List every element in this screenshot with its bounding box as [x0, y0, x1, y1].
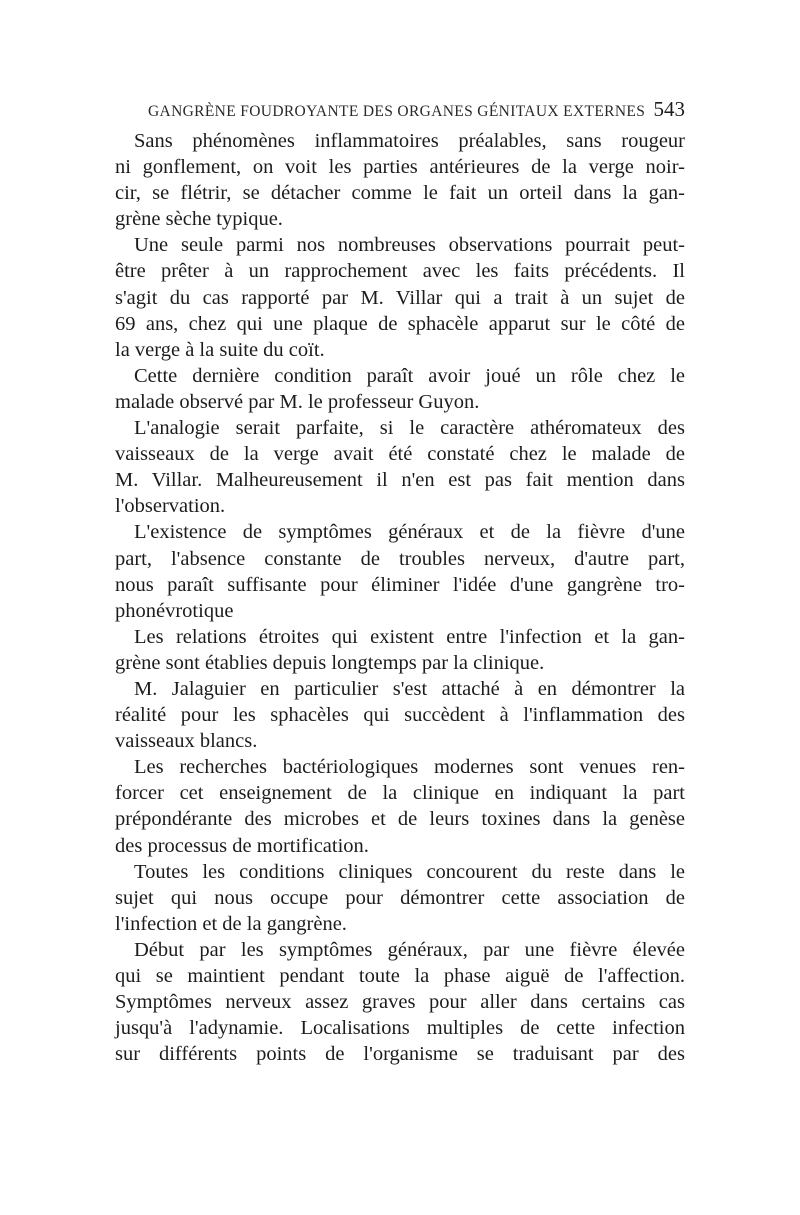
text-line: grène sèche typique.: [115, 208, 283, 231]
text-line: Début par les symptômes généraux, par une fièvre élevée: [134, 938, 685, 961]
text-line: part, l'absence constante de troubles nerveux, d'autre part,: [115, 547, 685, 570]
body-text: [115, 128, 685, 1067]
text-line: vaisseaux blancs.: [115, 730, 258, 753]
paragraph: [115, 754, 685, 858]
paragraph: [115, 676, 685, 754]
paragraph: [115, 937, 685, 1067]
text-line: Les recherches bactériologiques modernes sont venues ren-: [134, 756, 685, 779]
paragraph: [115, 363, 685, 415]
text-line: des processus de mortification.: [115, 834, 369, 857]
paragraph: [115, 232, 685, 362]
text-line: ni gonflement, on voit les parties antérieures de la verge noir-: [115, 156, 685, 179]
text-line: réalité pour les sphacèles qui succèdent à l'inflammation des: [115, 704, 685, 727]
page-number: 543: [653, 97, 685, 121]
text-line: M. Villar. Malheureusement il n'en est pas fait mention dans: [115, 469, 685, 492]
text-line: Les relations étroites qui existent entre l'infection et la gan-: [134, 625, 685, 648]
text-line: M. Jalaguier en particulier s'est attaché à en démontrer la: [134, 677, 685, 700]
running-title: GANGRÈNE FOUDROYANTE DES ORGANES GÉNITAUX EXTERNES: [148, 103, 646, 120]
text-line: qui se maintient pendant toute la phase aiguë de l'affection.: [115, 965, 685, 987]
text-line: être prêter à un rapprochement avec les faits précédents. Il: [115, 260, 685, 283]
text-line: 69 ans, chez qui une plaque de sphacèle apparut sur le côté de: [115, 312, 685, 335]
paragraph: [115, 624, 685, 676]
text-line: l'observation.: [115, 495, 226, 518]
text-line: Cette dernière condition paraît avoir joué un rôle chez le: [134, 364, 685, 387]
text-line: l'infection et de la gangrène.: [115, 912, 347, 935]
text-line: malade observé par M. le professeur Guyon.: [115, 390, 480, 413]
text-line: phonévrotique: [115, 599, 234, 622]
text-line: sur différents points de l'organisme se traduisant par des: [115, 1043, 685, 1066]
text-line: Une seule parmi nos nombreuses observations pourrait peut-: [134, 234, 685, 257]
paragraph: [115, 519, 685, 623]
text-line: grène sont établies depuis longtemps par la clinique.: [115, 651, 545, 674]
text-line: nous paraît suffisante pour éliminer l'idée d'une gangrène tro-: [115, 573, 685, 596]
text-line: jusqu'à l'adynamie. Localisations multiples de cette infection: [115, 1017, 685, 1040]
text-line: L'existence de symptômes généraux et de la fièvre d'une: [134, 521, 685, 544]
text-line: s'agit du cas rapporté par M. Villar qui a trait à un sujet de: [115, 286, 685, 309]
text-line: vaisseaux de la verge avait été constaté chez le malade de: [115, 443, 685, 466]
text-line: forcer cet enseignement de la clinique en indiquant la part: [115, 782, 685, 805]
text-line: L'analogie serait parfaite, si le caractère athéromateux des: [134, 417, 685, 440]
text-line: cir, se flétrir, se détacher comme le fait un orteil dans la gan-: [115, 182, 685, 205]
text-line: Toutes les conditions cliniques concourent du reste dans le: [134, 860, 685, 883]
paragraph: [115, 128, 685, 232]
running-header: [148, 97, 685, 123]
text-line: Sans phénomènes inflammatoires préalables, sans rougeur: [134, 130, 685, 152]
text-line: Symptômes nerveux assez graves pour aller dans certains cas: [115, 991, 685, 1014]
text-line: sujet qui nous occupe pour démontrer cette association de: [115, 886, 685, 909]
paragraph: [115, 859, 685, 937]
text-line: la verge à la suite du coït.: [115, 338, 325, 361]
paragraph: [115, 415, 685, 519]
text-line: prépondérante des microbes et de leurs toxines dans la genèse: [115, 808, 685, 831]
